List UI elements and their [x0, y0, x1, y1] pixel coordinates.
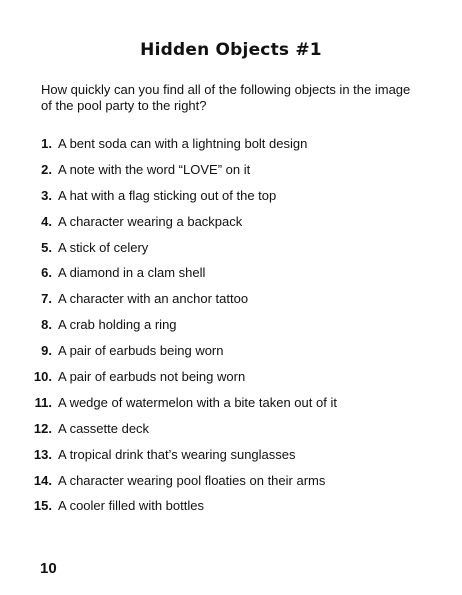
list-item [0, 317, 462, 343]
item-text: A stick of celery [58, 239, 149, 255]
item-text: A character wearing pool floaties on their arms [58, 472, 326, 488]
page-title: Hidden Objects #1 [140, 40, 322, 60]
list-item [0, 343, 462, 369]
list-item [0, 136, 462, 162]
list-item [0, 265, 462, 291]
objects-list [0, 136, 462, 524]
item-text: A tropical drink that’s wearing sunglasses [58, 446, 296, 462]
item-text: A cooler filled with bottles [58, 498, 204, 514]
item-number: 11. [34, 394, 52, 410]
item-text: A diamond in a clam shell [58, 265, 206, 281]
item-text: A character wearing a backpack [58, 213, 243, 229]
item-number: 13. [33, 446, 52, 462]
list-item [0, 188, 462, 214]
item-number: 5. [41, 239, 52, 255]
item-number: 2. [41, 161, 52, 177]
list-item [0, 240, 462, 266]
item-text: A cassette deck [58, 420, 150, 436]
item-number: 1. [41, 136, 52, 151]
list-item [0, 421, 462, 447]
list-item [0, 162, 462, 188]
list-item [0, 447, 462, 473]
list-item [0, 214, 462, 240]
item-text: A hat with a flag sticking out of the top [58, 187, 277, 203]
item-number: 8. [41, 317, 52, 333]
item-text: A character with an anchor tattoo [58, 291, 249, 307]
list-item [0, 473, 462, 499]
item-text: A pair of earbuds not being worn [58, 369, 246, 385]
item-text: A crab holding a ring [58, 317, 177, 333]
item-text: A pair of earbuds being worn [58, 343, 224, 359]
item-number: 4. [41, 213, 52, 229]
item-number: 15. [33, 498, 52, 514]
item-text: A note with the word “LOVE” on it [58, 161, 251, 177]
item-number: 6. [41, 265, 52, 281]
item-number: 14. [33, 472, 52, 488]
item-number: 7. [41, 291, 52, 307]
intro-paragraph: How quickly can you find all of the following objects in the image of the pool party to the right? [41, 82, 411, 113]
item-number: 3. [41, 187, 52, 203]
item-text: A bent soda can with a lightning bolt design [58, 136, 308, 151]
page-number: 10 [40, 560, 57, 577]
list-item [0, 498, 462, 524]
list-item [0, 369, 462, 395]
list-item [0, 395, 462, 421]
list-item [0, 291, 462, 317]
item-number: 12. [33, 420, 52, 436]
item-number: 10. [33, 369, 52, 385]
item-number: 9. [41, 343, 52, 359]
item-text: A wedge of watermelon with a bite taken out of it [58, 394, 337, 410]
